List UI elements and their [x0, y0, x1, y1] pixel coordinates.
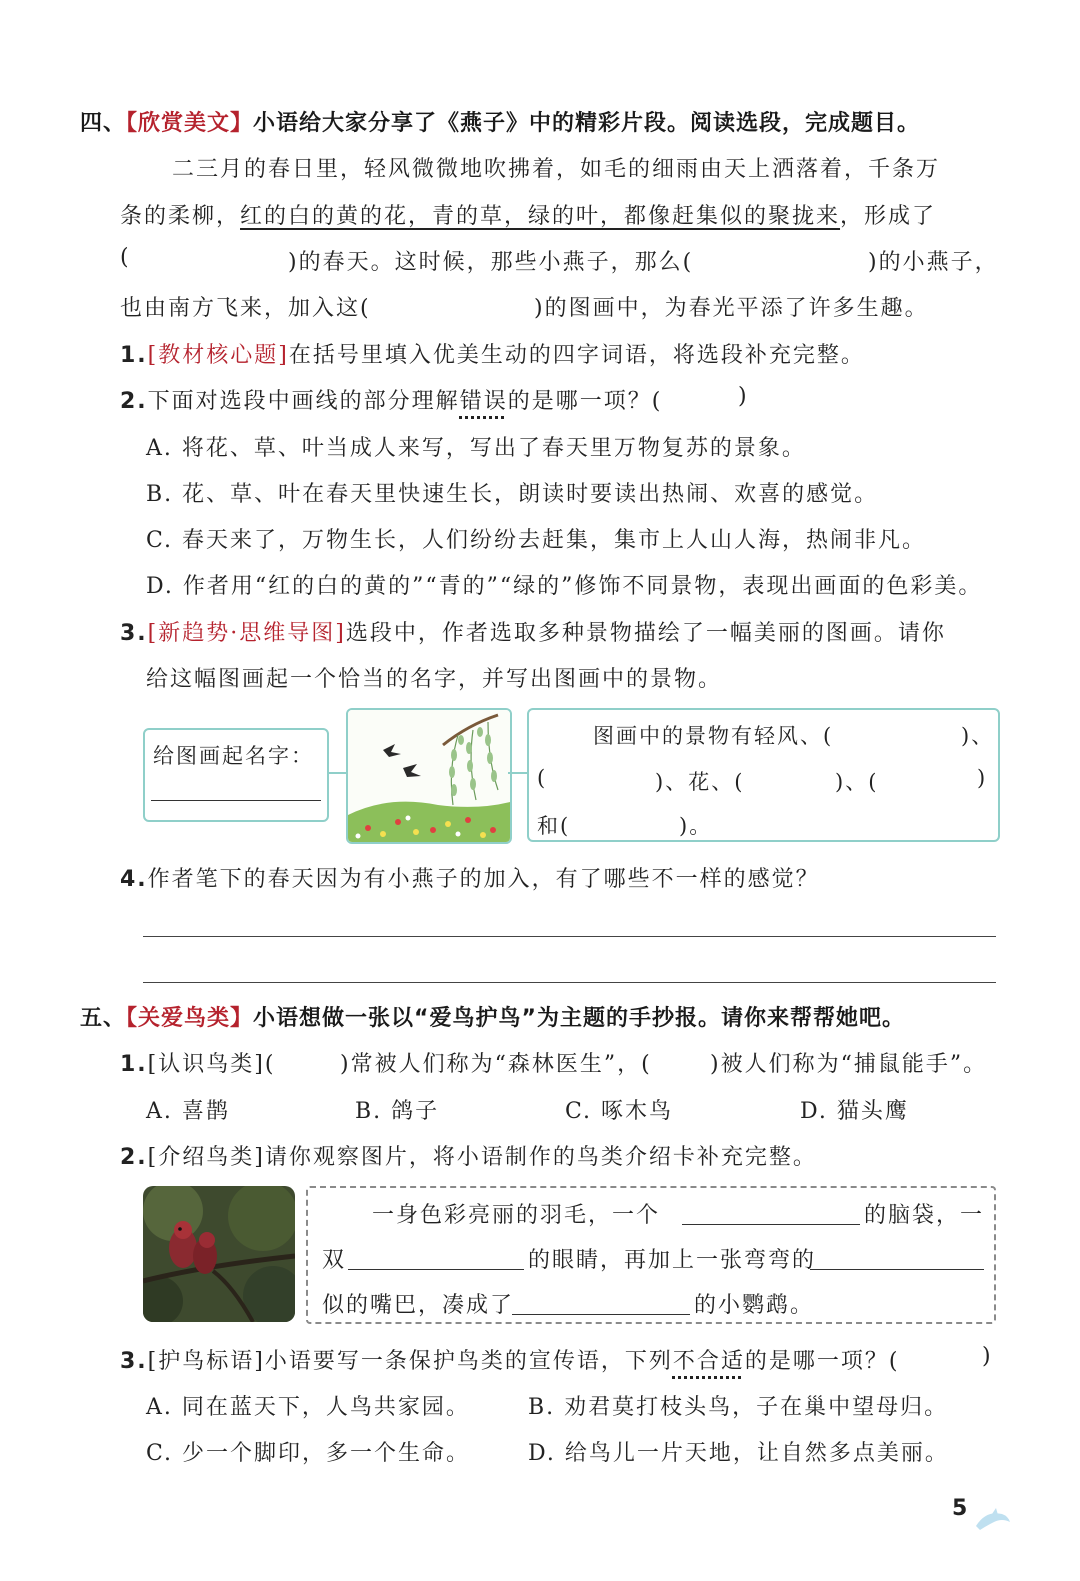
card-blank[interactable] [682, 1224, 860, 1225]
question-number: 1. [120, 1052, 148, 1077]
s5-question-3 [120, 1344, 899, 1375]
option-c: C. 啄木鸟 [565, 1099, 674, 1124]
question-tag: [护鸟标语] [147, 1349, 265, 1374]
passage-text: 也由南方飞来，加入这( [120, 296, 371, 321]
connector-line [327, 772, 347, 774]
question-number: 3. [120, 621, 148, 646]
card-text: 双 [322, 1248, 347, 1273]
option-d: D. 给鸟儿一片天地，让自然多点美丽。 [528, 1441, 949, 1466]
parrot-image [143, 1186, 295, 1322]
bird-intro-card [306, 1186, 996, 1324]
question-4 [120, 862, 820, 893]
scene-text: ( [537, 766, 548, 790]
section-tag: 【关爱鸟类】 [126, 1006, 254, 1031]
option-c: C. 春天来了，万物生长，人们纷纷去赶集，集市上人山人海，热闹非凡。 [146, 528, 927, 553]
section-four-heading [80, 106, 920, 137]
question-text: 请你观察图片，将小语制作的鸟类介绍卡补充完整。 [264, 1145, 817, 1170]
question-1 [120, 338, 865, 369]
section-number: 五、 [80, 1006, 127, 1031]
option-c: C. 少一个脚印，多一个生命。 [146, 1441, 471, 1466]
question-number: 2. [120, 1145, 148, 1170]
picture-name-blank[interactable] [151, 800, 321, 801]
question-2 [120, 384, 662, 415]
s5-question-2 [120, 1140, 817, 1171]
s5-question-1 [120, 1047, 275, 1078]
answer-paren-close: ) [738, 384, 749, 409]
card-text: 似的嘴巴，凑成了 [322, 1293, 515, 1318]
option-a: A. 同在蓝天下，人鸟共家园。 [146, 1395, 470, 1420]
picture-name-label: 给图画起名字： [153, 744, 314, 768]
scene-text: )、花、( [655, 770, 745, 794]
connector-line [508, 772, 528, 774]
passage-text: ，形成了 [840, 204, 937, 229]
answer-line[interactable] [143, 936, 996, 937]
card-text: 一身色彩亮丽的羽毛，一个 [372, 1203, 661, 1228]
scene-text: ) [977, 766, 988, 790]
card-blank[interactable] [810, 1269, 984, 1270]
section-title: 小语给大家分享了《燕子》中的精彩片段。阅读选段，完成题目。 [253, 111, 921, 136]
scene-text: )。 [679, 814, 713, 838]
scene-text: 和( [537, 814, 571, 838]
question-text: )常被人们称为“森林医生”，( [340, 1052, 652, 1077]
option-a: A. 喜鹊 [146, 1099, 230, 1124]
question-text: 作者笔下的春天因为有小燕子的加入，有了哪些不一样的感觉？ [147, 867, 820, 892]
question-tag: [新趋势·思维导图] [147, 621, 346, 646]
page-number: 5 [952, 1496, 968, 1521]
dolphin-icon [972, 1506, 1012, 1538]
passage-text: 条的柔柳， [120, 204, 241, 229]
picture-name-box [143, 728, 329, 822]
option-b: B. 鸽子 [355, 1099, 440, 1124]
question-tag: [教材核心题] [147, 343, 289, 368]
question-number: 2. [120, 389, 148, 414]
question-text: 选段中，作者选取多种景物描绘了一幅美丽的图画。请你 [345, 621, 946, 646]
section-five-heading [80, 1001, 905, 1032]
passage-text: )的图画中，为春光平添了许多生趣。 [534, 296, 929, 321]
question-text: 小语要写一条保护鸟类的宣传语，下列 [264, 1349, 673, 1374]
spring-scene-image [348, 710, 510, 842]
answer-line[interactable] [143, 982, 996, 983]
passage-line-2 [120, 199, 936, 230]
option-d: D. 猫头鹰 [800, 1099, 909, 1124]
question-number: 3. [120, 1349, 148, 1374]
question-tag: [介绍鸟类] [147, 1145, 265, 1170]
option-d: D. 作者用“红的白的黄的”“青的”“绿的”修饰不同景物，表现出画面的色彩美。 [146, 574, 983, 599]
swallow-illustration [346, 708, 512, 844]
card-text: 的眼睛，再加上一张弯弯的 [528, 1248, 817, 1273]
question-text: 下面对选段中画线的部分理解 [147, 389, 460, 414]
option-a: A. 将花、草、叶当成人来写，写出了春天里万物复苏的景象。 [146, 436, 806, 461]
question-text: 给这幅图画起一个恰当的名字，并写出图画中的景物。 [146, 667, 723, 692]
question-text: 在括号里填入优美生动的四字词语，将选段补充完整。 [288, 343, 865, 368]
option-b: B. 劝君莫打枝头鸟，子在巢中望母归。 [528, 1395, 949, 1420]
passage-line-1: 二三月的春日里，轻风微微地吹拂着，如毛的细雨由天上洒落着，千条万 [172, 157, 941, 182]
card-blank[interactable] [512, 1314, 690, 1315]
answer-paren-close: ) [982, 1344, 993, 1369]
question-3 [120, 616, 946, 647]
card-text: 的小鹦鹉。 [694, 1293, 815, 1318]
question-number: 1. [120, 343, 148, 368]
passage-text: ( [120, 245, 131, 270]
scene-list-box [527, 708, 1000, 842]
scene-text: 图画中的景物有轻风、( [593, 724, 834, 748]
emphasized-word: 错误 [459, 389, 508, 414]
underlined-passage: 红的白的黄的花，青的草，绿的叶，都像赶集似的聚拢来 [240, 204, 841, 229]
emphasized-word: 不合适 [672, 1349, 745, 1374]
question-text: 的是哪一项？( [507, 389, 663, 414]
option-b: B. 花、草、叶在春天里快速生长，朗读时要读出热闹、欢喜的感觉。 [146, 482, 879, 507]
question-text: )被人们称为“捕鼠能手”。 [710, 1052, 988, 1077]
section-title: 小语想做一张以“爱鸟护鸟”为主题的手抄报。请你来帮帮她吧。 [253, 1006, 905, 1031]
scene-text: )、( [835, 770, 879, 794]
scene-text: )、 [961, 724, 995, 748]
question-text: 的是哪一项？( [744, 1349, 900, 1374]
question-text: ( [264, 1052, 276, 1077]
passage-text: )的小燕子， [868, 250, 999, 275]
passage-text: )的春天。这时候，那些小燕子，那么( [288, 250, 694, 275]
card-text: 的脑袋，一 [864, 1203, 985, 1228]
section-number: 四、 [80, 111, 127, 136]
question-tag: [认识鸟类] [147, 1052, 265, 1077]
card-blank[interactable] [348, 1269, 524, 1270]
question-number: 4. [120, 867, 148, 892]
parrot-photo [143, 1186, 295, 1322]
section-tag: 【欣赏美文】 [126, 111, 254, 136]
